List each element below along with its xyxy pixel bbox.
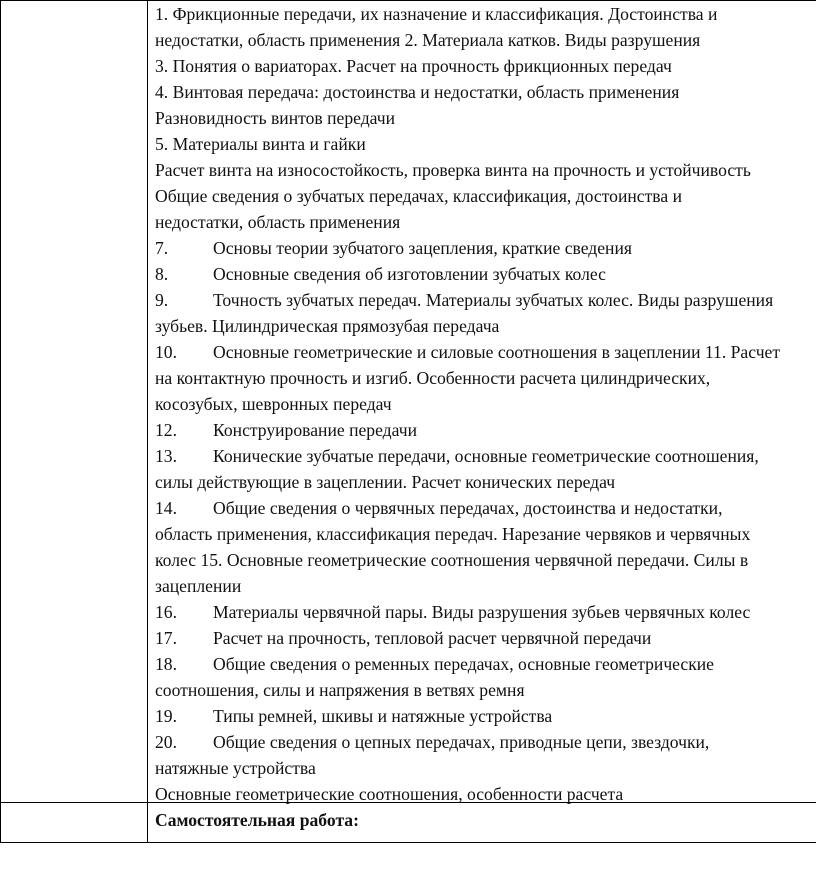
item-text: Основные сведения об изготовлении зубчатых колес [213, 264, 606, 284]
item-number: 19. [155, 706, 177, 726]
item-text: Основы теории зубчатого зацепления, краткие сведения [213, 238, 632, 258]
item-number: 10. [155, 342, 177, 362]
self-work-heading: Самостоятельная работа: [155, 810, 359, 830]
item-text: Точность зубчатых передач. Материалы зубчатых колес. Виды разрушения [213, 290, 774, 310]
list-item [155, 495, 722, 521]
item-number: 7. [155, 238, 169, 258]
text-line: косозубых, шевронных передач [155, 394, 392, 414]
text-line: недостатки, область применения 2. Материала катков. Виды разрушения [155, 30, 701, 50]
item-number: 13. [155, 446, 177, 466]
text-line: силы действующие в зацеплении. Расчет конических передач [155, 472, 616, 492]
list-item [155, 599, 750, 625]
item-number: 20. [155, 732, 177, 752]
item-text: Основные геометрические и силовые соотношения в зацеплении 11. Расчет [213, 342, 781, 362]
text-line: Основные геометрические соотношения, особенности расчета [155, 784, 624, 804]
list-item [155, 651, 714, 677]
text-line: 3. Понятия о вариаторах. Расчет на прочность фрикционных передач [155, 56, 672, 76]
text-line: зубьев. Цилиндрическая прямозубая передача [155, 316, 500, 336]
list-item [155, 625, 651, 651]
text-line: Разновидность винтов передачи [155, 108, 396, 128]
item-number: 12. [155, 420, 177, 440]
text-line: 5. Материалы винта и гайки [155, 134, 366, 154]
text-line: соотношения, силы и напряжения в ветвях ремня [155, 680, 525, 700]
list-item [155, 417, 417, 443]
item-number: 8. [155, 264, 169, 284]
text-line: зацеплении [155, 576, 242, 596]
text-line: Общие сведения о зубчатых передачах, классификация, достоинства и [155, 186, 683, 206]
list-item [155, 261, 606, 287]
list-item [155, 235, 632, 261]
item-text: Конструирование передачи [213, 420, 417, 440]
item-number: 16. [155, 602, 177, 622]
item-number: 14. [155, 498, 177, 518]
table-bottom-border [0, 842, 816, 843]
item-text: Материалы червячной пары. Виды разрушения зубьев червячных колес [213, 602, 751, 622]
text-line: 1. Фрикционные передачи, их назначение и классификация. Достоинства и [155, 4, 718, 24]
item-text: Общие сведения о ременных передачах, основные геометрические [213, 654, 714, 674]
text-line: колес 15. Основные геометрические соотношения червячной передачи. Силы в [155, 550, 749, 570]
item-text: Общие сведения о цепных передачах, приводные цепи, звездочки, [213, 732, 710, 752]
text-line: Расчет винта на износостойкость, проверка винта на прочность и устойчивость [155, 160, 751, 180]
text-line: область применения, классификация передач. Нарезание червяков и червячных [155, 524, 751, 544]
item-text: Типы ремней, шкивы и натяжные устройства [213, 706, 553, 726]
item-number: 18. [155, 654, 177, 674]
text-line: 4. Винтовая передача: достоинства и недостатки, область применения [155, 82, 680, 102]
item-number: 9. [155, 290, 169, 310]
list-item [155, 443, 759, 469]
item-number: 17. [155, 628, 177, 648]
text-line: на контактную прочность и изгиб. Особенности расчета цилиндрических, [155, 368, 711, 388]
text-line: натяжные устройства [155, 758, 316, 778]
item-text: Общие сведения о червячных передачах, достоинства и недостатки, [213, 498, 723, 518]
item-text: Расчет на прочность, тепловой расчет червячной передачи [213, 628, 652, 648]
item-text: Конические зубчатые передачи, основные геометрические соотношения, [213, 446, 759, 466]
table-left-border [0, 0, 1, 843]
list-item [155, 287, 773, 313]
list-item [155, 729, 709, 755]
column-divider [147, 0, 148, 843]
list-item [155, 703, 552, 729]
text-line: недостатки, область применения [155, 212, 401, 232]
list-item [155, 339, 780, 365]
